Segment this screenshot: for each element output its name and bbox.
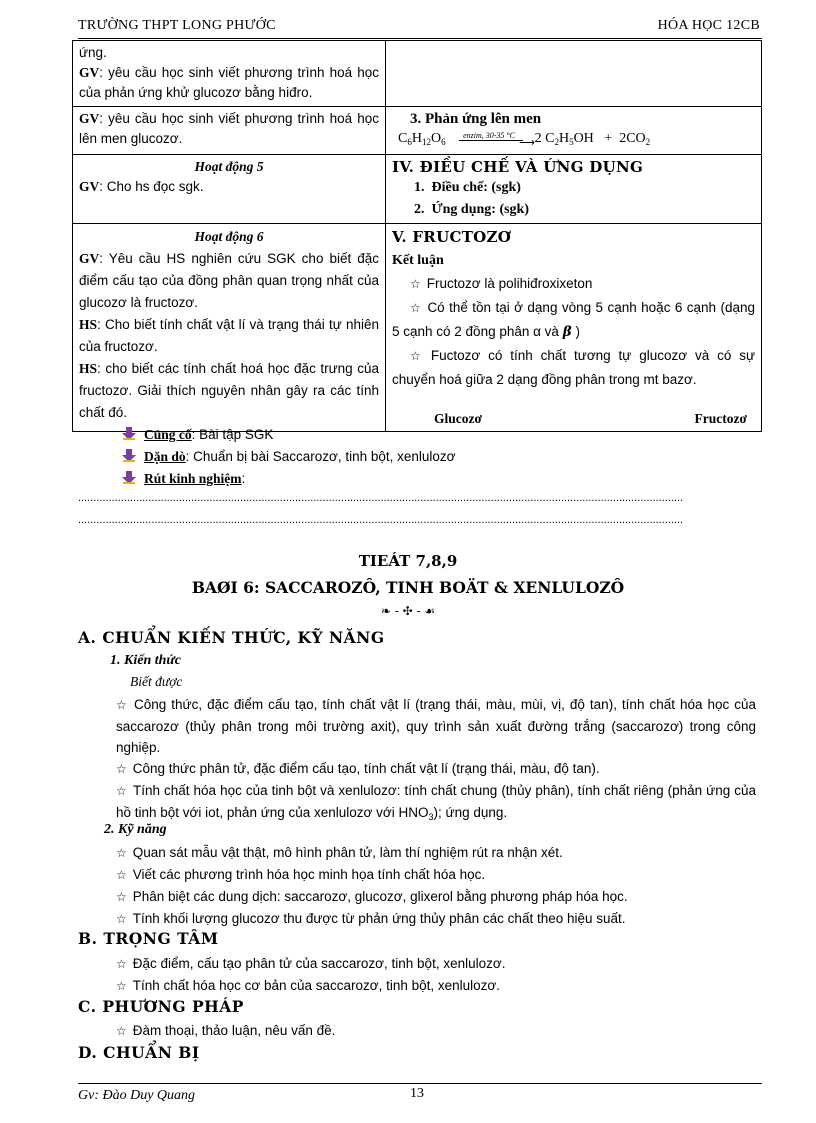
ornament-divider: ❧ - ✣ - ☙ <box>380 604 436 618</box>
knowledge-note: Biết được <box>130 674 183 689</box>
fermentation-equation: $C_6H_{12}O_6$ enzim, 30-35 °C ⟶ 2 $C_2H_5OH$ + $2CO_2$ <box>398 130 651 149</box>
footer-divider <box>78 1083 762 1084</box>
subsection-knowledge: 1. Kiến thức <box>110 653 182 668</box>
list-item: ☆ Công thức phân tử, đặc điểm cấu tạo, tính chất vật lí (trạng thái, màu, độ tan). <box>116 761 600 776</box>
focus-list <box>116 953 756 997</box>
list-item: ☆ Tính chất hóa học cơ bản của saccarozơ, tinh bột, xenlulozơ. <box>116 978 501 993</box>
lesson-title: BAØI 6: SACCAROZÔ, TINH BOÄT & XENLULOZÔ <box>191 578 625 597</box>
star-icon: ☆ <box>116 1024 127 1038</box>
star-icon: ☆ <box>116 846 127 860</box>
list-item: 1. Điều chế: (sgk) <box>414 180 521 195</box>
list-item: ☆ Fuctozơ có tính chất tương tự glucozơ và có sự chuyển hoá giữa 2 dạng đồng phân trong mt bazơ. <box>392 348 755 387</box>
star-icon: ☆ <box>116 979 127 993</box>
list-item: Củng cố: Bài tập SGK <box>122 424 456 446</box>
star-icon: ☆ <box>116 868 127 882</box>
list-item: 2. Ứng dụng: (sgk) <box>414 202 530 217</box>
header-school: TRƯỜNG THPT LONG PHƯỚC <box>78 18 276 33</box>
note-line-1: ...................................................................................................................................................................................................... <box>78 492 684 504</box>
star-icon: ☆ <box>116 890 127 904</box>
star-icon: ☆ <box>116 912 127 926</box>
down-arrow-tick-icon <box>122 449 136 463</box>
conclusion-label: Kết luận <box>392 253 444 268</box>
star-icon: ☆ <box>116 957 127 971</box>
down-arrow-tick-icon <box>122 471 136 485</box>
cell-text: GV: yêu cầu học sinh viết phương trình hoá học của phản ứng khử glucozơ bằng hiđro. <box>79 65 379 100</box>
list-item: ☆ Đặc điểm, cấu tạo phân tử của saccarozơ, tinh bột, xenlulozơ. <box>116 956 506 971</box>
lesson-wrapup <box>122 424 456 490</box>
section-b-title: B. TRỌNG TÂM <box>78 929 219 948</box>
fructozo-label: Fructozơ <box>694 411 747 426</box>
page-number: 13 <box>410 1086 424 1101</box>
right-cell <box>386 155 762 224</box>
list-item: ☆ Quan sát mẫu vật thật, mô hình phân tử, làm thí nghiệm rút ra nhận xét. <box>116 845 563 860</box>
left-cell <box>73 41 386 107</box>
star-icon: ☆ <box>410 301 422 315</box>
star-icon: ☆ <box>410 277 421 291</box>
list-item: ☆ Công thức, đặc điểm cấu tạo, tính chất vật lí (trạng thái, màu, mùi, vị, độ tan), tính chất hóa học của saccarozơ (thủy phân trong môi trường axit), quy trình sản xuất đường trắng (saccarozơ) trong công nghiệp. <box>116 697 757 755</box>
lesson-activity-table <box>72 40 762 432</box>
section-a-title: A. CHUẨN KIẾN THỨC, KỸ NĂNG <box>78 628 385 647</box>
section-heading: V. FRUCTOZƠ <box>392 228 512 246</box>
list-item: Rút kinh nghiệm: <box>122 468 456 490</box>
section-heading: IV. ĐIỀU CHẾ VÀ ỨNG DỤNG <box>392 158 644 176</box>
left-cell: GV: yêu cầu học sinh viết phương trình hoá học lên men glucozơ. <box>73 107 386 155</box>
section-c-title: C. PHƯƠNG PHÁP <box>78 997 244 1016</box>
list-item: ☆ Tính chất hóa học của tinh bột và xenlulozơ: tính chất chung (thủy phân), tính chất riêng (phản ứng của hồ tinh bột với iot, phản ứng của xenlulozơ với $HNO_3$); ứng dụng. <box>116 783 756 822</box>
footer-teacher: Gv: Đào Duy Quang <box>78 1088 196 1103</box>
activity-title: Hoạt động 6 <box>194 229 264 244</box>
list-item: ☆ Tính khối lượng glucozơ thu được từ phản ứng thủy phân các chất theo hiệu suất. <box>116 911 626 926</box>
table-row <box>73 224 762 432</box>
list-item: ☆ Có thể tồn tại ở dạng vòng 5 cạnh hoặc 6 cạnh (dạng 5 cạnh có 2 đồng phân α và β ) <box>392 300 755 340</box>
reaction-arrow-icon: enzim, 30-35 °C ⟶ <box>459 132 531 146</box>
skills-list <box>116 842 756 930</box>
left-cell: Hoạt động 5 GV: Cho hs đọc sgk. <box>73 155 386 224</box>
right-cell <box>386 41 762 107</box>
note-line-2: ...................................................................................................................................................................................................... <box>78 514 684 526</box>
star-icon: ☆ <box>116 698 129 712</box>
glucozo-label: Glucozơ <box>434 411 482 426</box>
left-cell: Hoạt động 6 GV: Yêu cầu HS nghiên cứu SGK cho biết đặc điểm cấu tạo của đồng phân quan trọng nhất của glucozơ là fructozơ. HS: Cho biết tính chất vật lí và trạng thái tự nhiên của fructozơ. HS: cho biết các tính chất hoá học đặc trưng của fructozơ. Giải thích nguyên nhân gây ra các tính chất đó. <box>73 224 386 432</box>
table-row <box>73 107 762 155</box>
list-item: ☆ Phân biệt các dung dịch: saccarozơ, glucozơ, glixerol bằng phương pháp hóa học. <box>116 889 628 904</box>
lesson-period: TIEÁT 7,8,9 <box>358 552 458 570</box>
star-icon: ☆ <box>116 784 128 798</box>
star-icon: ☆ <box>410 349 425 363</box>
knowledge-list <box>116 694 756 828</box>
right-cell <box>386 107 762 155</box>
down-arrow-tick-icon <box>122 427 136 441</box>
method-list <box>116 1020 756 1042</box>
subsection-skills: 2. Kỹ năng <box>104 822 167 837</box>
star-icon: ☆ <box>116 762 127 776</box>
list-item: ☆ Fructozơ là polihiđroxixeton <box>410 276 593 291</box>
header-divider <box>78 38 762 39</box>
list-item: ☆ Viết các phương trình hóa học minh họa tính chất hóa học. <box>116 867 486 882</box>
cell-text: ứng. <box>79 45 107 60</box>
activity-title: Hoạt động 5 <box>194 159 264 174</box>
table-row <box>73 155 762 224</box>
right-cell <box>386 224 762 432</box>
table-row <box>73 41 762 107</box>
section-d-title: D. CHUẨN BỊ <box>78 1043 200 1062</box>
list-item: ☆ Đàm thoại, thảo luận, nêu vấn đề. <box>116 1023 336 1038</box>
header-subject: HÓA HỌC 12CB <box>657 18 760 33</box>
list-item: Dặn dò: Chuẩn bị bài Saccarozơ, tinh bột, xenlulozơ <box>122 446 456 468</box>
section-heading: 3. Phản ứng lên men <box>410 111 542 127</box>
